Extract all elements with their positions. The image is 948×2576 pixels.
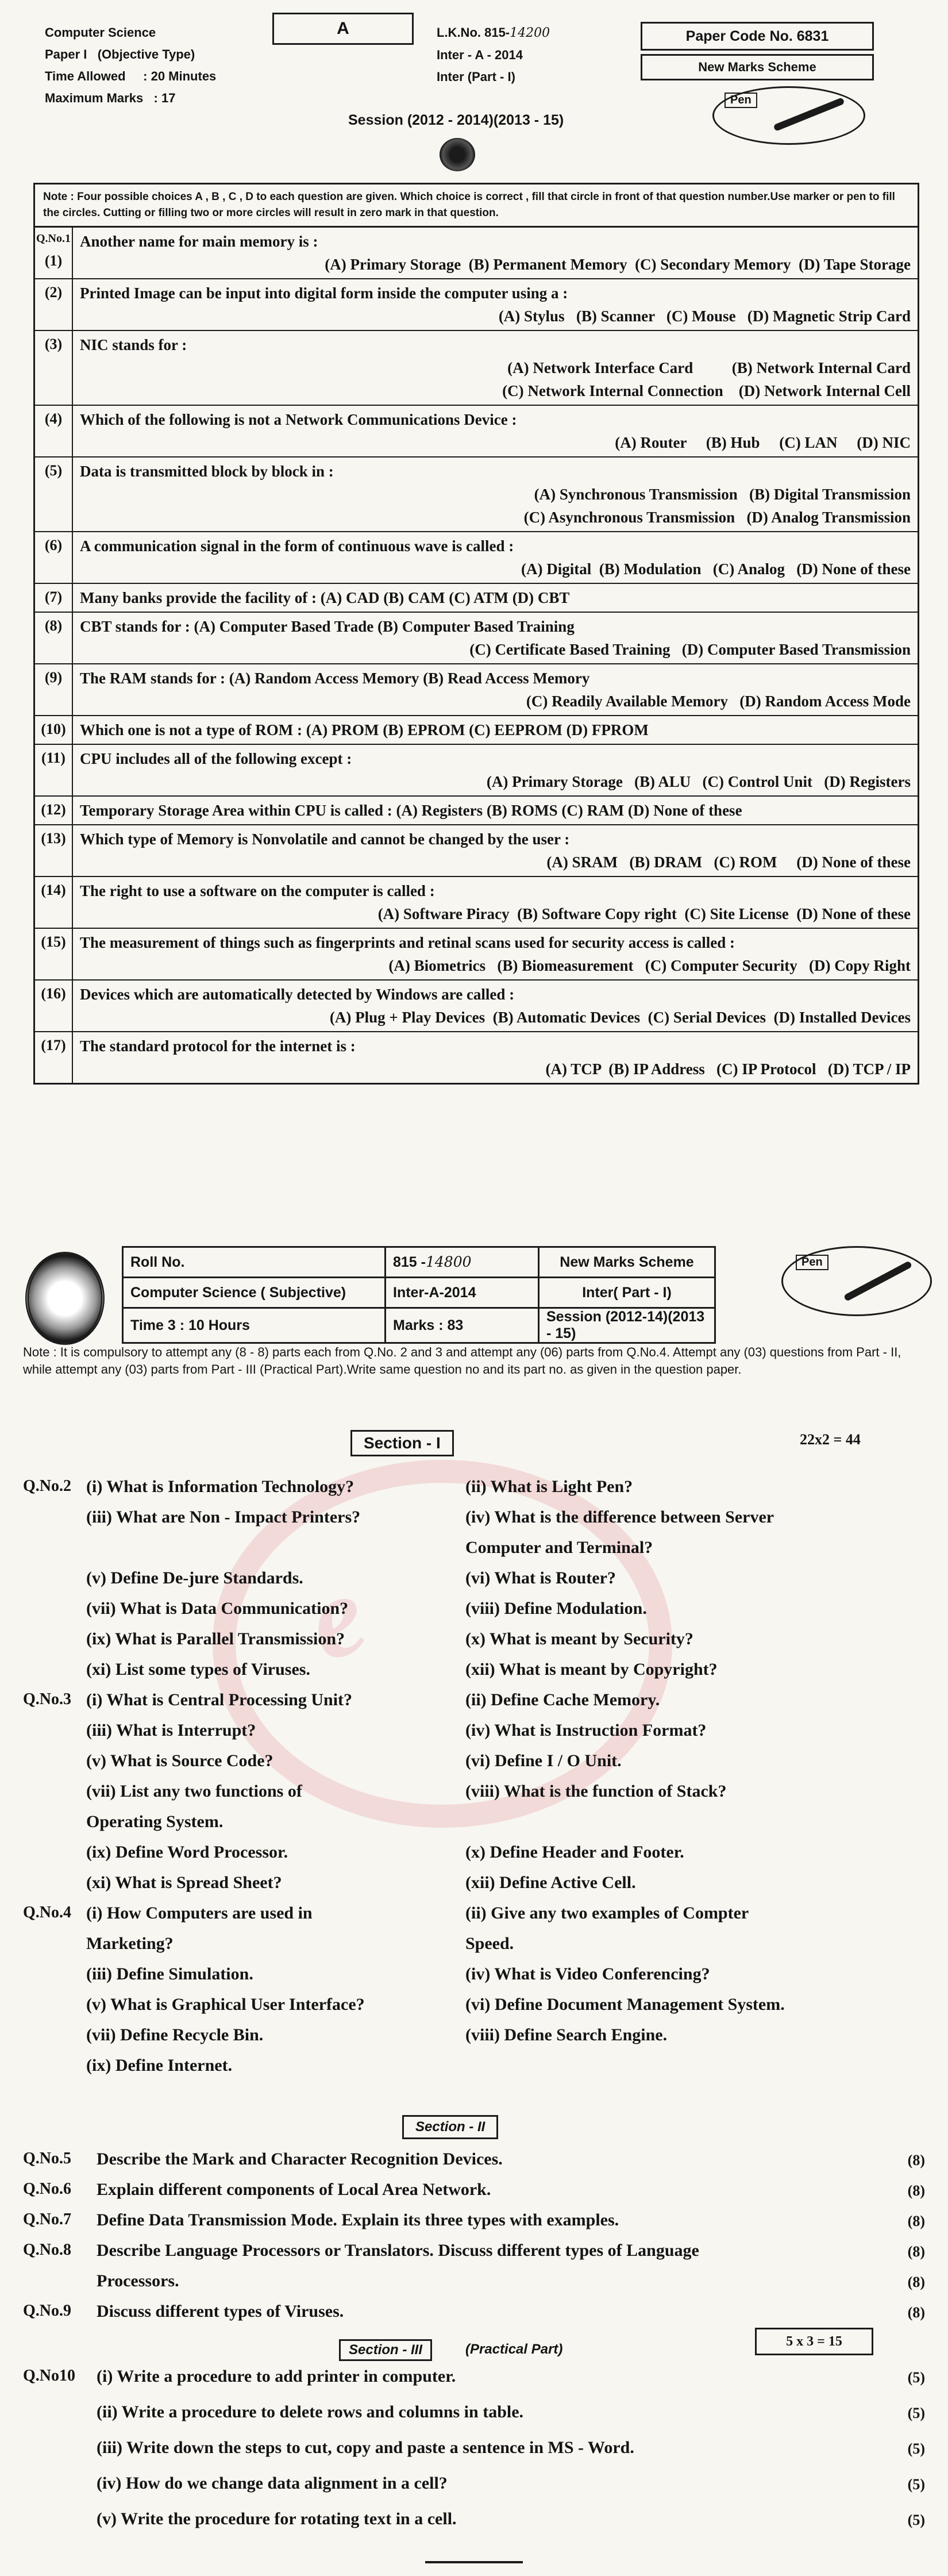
short-question: (i) What is Central Processing Unit? [86,1690,353,1709]
question-number: (16) [35,981,73,1031]
practical-question: (iii) Write down the steps to cut, copy and paste a sentence in MS - Word. [97,2438,634,2457]
question-stem: A communication signal in the form of continuous wave is called : [80,537,514,555]
short-question: (xii) What is meant by Copyright? [465,1660,718,1679]
subjective-note: Note : It is compulsory to attempt any (8 - 8) parts each from Q.No. 2 and 3 and attempt any (06) parts from Q.No.4. Attempt any (03) questions from Part - II, while attempt any (03) parts from Part - III (Practical Part).Write same question no and its part no. as given in the question paper. [23,1345,901,1377]
question-body [73,279,918,330]
question-stem: Which one is not a type of ROM : (A) PROM (B) EPROM (C) EEPROM (D) FPROM [80,721,649,739]
answer-options: (A) Synchronous Transmission (B) Digital Transmission [534,486,911,503]
short-question: (ii) What is Light Pen? [465,1477,633,1496]
question-number: (6) [35,532,73,583]
short-question: (v) Define De-jure Standards. [86,1568,303,1587]
question-number: (2) [35,279,73,330]
short-question: (i) What is Information Technology? [86,1477,354,1496]
lk-line [437,22,550,44]
answer-options: (A) Primary Storage (B) Permanent Memory (C) Secondary Memory (D) Tape Storage [325,256,911,273]
question-body [73,613,918,663]
paper: Paper I [45,47,87,61]
scheme-box [641,54,874,80]
roll-code: 815 - [393,1254,426,1270]
question-number: (8) [35,613,73,663]
short-question: (ii) Define Cache Memory. [465,1690,660,1709]
short-question: Marketing? [86,1934,174,1953]
question-number: (12) [35,797,73,824]
long-question: Explain different components of Local Area Network. [97,2180,491,2199]
section-3-marks-box [755,2328,873,2355]
roll-label: Roll No. [123,1247,386,1278]
short-question: (ix) Define Word Processor. [86,1843,288,1862]
pen-label: Pen [730,94,752,106]
question-stem: The standard protocol for the internet is : [80,1037,356,1055]
answer-options: (A) Network Interface Card (B) Network Internal Card [507,359,911,376]
question-marks: (5) [907,2512,925,2528]
question-number: (17) [35,1032,73,1083]
time-label: Time Allowed [45,69,126,83]
question-body [73,228,918,278]
answer-options: (A) Primary Storage (B) ALU (C) Control Unit (D) Registers [486,773,911,790]
objective-question-row [35,1032,918,1083]
short-question: (iii) Define Simulation. [86,1964,253,1983]
practical-question: (ii) Write a procedure to delete rows and columns in table. [97,2402,524,2421]
subjective-part: Inter( Part - I) [539,1278,715,1308]
subjective-pen-label: Pen [801,1256,823,1268]
short-question: (vii) What is Data Communication? [86,1599,349,1618]
objective-question-row [35,664,918,716]
version-box [272,13,414,45]
question-stem: CBT stands for : (A) Computer Based Trade (B) Computer Based Training [80,618,575,635]
question-number: Q.No.8 [23,2241,71,2259]
short-question: (iv) What is the difference between Server [465,1508,774,1527]
paper-code: Paper Code No. 6831 [685,28,829,44]
section-2-heading: Section - II [402,2115,498,2139]
question-number: (15) [35,929,73,979]
question-body [73,929,918,979]
question-number: Q.No.6 [23,2180,71,2198]
question-body [73,877,918,928]
question-body [73,1032,918,1083]
practical-question: (v) Write the procedure for rotating text in a cell. [97,2509,457,2528]
lk-no: L.K.No. 815- [437,25,510,40]
objective-question-row [35,877,918,929]
subjective-session: Session (2012-14)(2013 - 15) [539,1308,715,1343]
short-question: (iv) What is Video Conferencing? [465,1964,710,1983]
short-question: (v) What is Source Code? [86,1751,273,1770]
answer-options: (A) Router (B) Hub (C) LAN (D) NIC [615,434,911,451]
question-marks: (5) [907,2440,925,2457]
board-seal-icon [25,1252,105,1345]
question-body [73,716,918,744]
session: Session (2012 - 2014)(2013 - 15) [348,112,564,128]
answer-options: (A) Stylus (B) Scanner (C) Mouse (D) Magnetic Strip Card [498,307,911,325]
subjective-marks: Marks : 83 [386,1308,539,1343]
short-question: (xi) List some types of Viruses. [86,1660,310,1679]
objective-note: Note : Four possible choices A , B , C , D to each question are given. Which choice is correct , fill that circle in front of that question number.Use marker or pen to fill the circles. Cutting or filling two or more circles will result in zero mark in that question. [35,184,918,228]
subjective-scheme: New Marks Scheme [539,1247,715,1278]
answer-options: (C) Asynchronous Transmission (D) Analog Transmission [523,509,911,526]
question-number: (14) [35,877,73,928]
long-question: Define Data Transmission Mode. Explain its three types with examples. [97,2210,619,2229]
question-body [73,406,918,456]
question-body [73,981,918,1031]
objective-question-row [35,797,918,825]
short-question: Operating System. [86,1812,223,1831]
question-number: (7) [35,584,73,612]
question-marks: (8) [907,2213,925,2229]
paper-type: (Objective Type) [97,47,195,61]
short-question: (xii) Define Active Cell. [465,1873,636,1892]
question-stem: Which of the following is not a Network Communications Device : [80,411,517,428]
question-stem: The right to use a software on the computer is called : [80,882,435,899]
question-stem: Which type of Memory is Nonvolatile and cannot be changed by the user : [80,831,570,848]
objective-question-row [35,279,918,331]
version: A [337,19,349,38]
question-marks: (8) [907,2304,925,2321]
answer-options: (A) Digital (B) Modulation (C) Analog (D) None of these [521,560,911,578]
question-number: (13) [35,825,73,876]
short-question: (i) How Computers are used in [86,1904,313,1923]
objective-question-row [35,228,918,279]
section-1-heading: Section - I [350,1430,454,1456]
question-stem: The measurement of things such as fingerprints and retinal scans used for security access is called : [80,934,735,951]
question-stem: CPU includes all of the following except : [80,750,352,767]
pen-icon [773,97,845,132]
objective-header-left [45,22,216,109]
short-question: (viii) What is the function of Stack? [465,1782,727,1801]
long-question: Describe Language Processors or Translators. Discuss different types of Language [97,2241,699,2260]
question-number: Q.No.1 [36,232,71,245]
question-number: Q.No.3 [23,1690,71,1708]
question-number: Q.No.4 [23,1904,71,1921]
board-logo-icon [440,138,475,171]
short-question: (vi) Define I / O Unit. [465,1751,622,1770]
objective-header-center [437,22,550,88]
question-marks: (8) [907,2274,925,2290]
short-question: (vi) Define Document Management System. [465,1995,785,2014]
short-question: (ii) Give any two examples of Compter [465,1904,749,1923]
question-marks: (8) [907,2243,925,2260]
short-question: Computer and Terminal? [465,1538,653,1557]
short-question: (vi) What is Router? [465,1568,616,1587]
short-question: (x) What is meant by Security? [465,1629,693,1648]
question-stem: Devices which are automatically detected by Windows are called : [80,986,515,1003]
objective-question-row [35,331,918,406]
question-stem: Printed Image can be input into digital form inside the computer using a : [80,284,568,302]
marks-line [45,87,216,109]
short-question: (xi) What is Spread Sheet? [86,1873,282,1892]
short-question: (iv) What is Instruction Format? [465,1721,707,1740]
scheme: New Marks Scheme [698,60,816,74]
question-number: (9) [35,664,73,715]
question-number: Q.No.9 [23,2302,71,2320]
question-number: (5) [35,457,73,531]
question-body [73,825,918,876]
question-number: Q.No10 [23,2367,75,2385]
question-number: (10) [35,716,73,744]
short-question: (vii) Define Recycle Bin. [86,2025,264,2044]
question-marks: (5) [907,2476,925,2493]
question-stem: The RAM stands for : (A) Random Access Memory (B) Read Access Memory [80,670,590,687]
question-body [73,457,918,531]
answer-options: (A) Biometrics (B) Biomeasurement (C) Computer Security (D) Copy Right [388,957,911,974]
question-marks: (8) [907,2152,925,2169]
question-marks: (5) [907,2405,925,2421]
watermark-letter: e [290,1549,381,1686]
signature-scribble [425,2561,523,2563]
short-question: (iii) What is Interrupt? [86,1721,256,1740]
short-question: (viii) Define Search Engine. [465,2025,668,2044]
subjective-exam: Inter-A-2014 [386,1278,539,1308]
short-question: (x) Define Header and Footer. [465,1843,684,1862]
answer-options: (C) Certificate Based Training (D) Computer Based Transmission [469,641,911,658]
question-body [73,584,918,612]
question-number: Q.No.7 [23,2210,71,2228]
answer-options: (C) Readily Available Memory (D) Random Access Mode [526,693,911,710]
short-question: (v) What is Graphical User Interface? [86,1995,365,2014]
question-number: (3) [35,331,73,405]
section-3-sub: (Practical Part) [465,2342,563,2357]
answer-options: (A) SRAM (B) DRAM (C) ROM (D) None of these [546,853,911,871]
objective-question-row [35,745,918,797]
short-question: (vii) List any two functions of [86,1782,302,1801]
question-marks: (5) [907,2369,925,2386]
paper-line [45,44,216,66]
section-1-marks: 22x2 = 44 [800,1431,861,1448]
practical-question: (i) Write a procedure to add printer in computer. [97,2367,456,2386]
question-stem: Another name for main memory is : [80,233,318,250]
question-marks: (8) [907,2182,925,2199]
section-3-heading: Section - III [339,2339,432,2361]
objective-question-row [35,716,918,745]
part: Inter (Part - I) [437,70,515,84]
question-body [73,797,918,824]
answer-options: (A) Plug + Play Devices (B) Automatic Devices (C) Serial Devices (D) Installed Devices [329,1009,911,1026]
short-question: Speed. [465,1934,514,1953]
short-question: (iii) What are Non - Impact Printers? [86,1508,361,1527]
subjective-pen-oval [781,1246,932,1316]
question-stem: Data is transmitted block by block in : [80,463,334,480]
question-number: Q.No.5 [23,2150,71,2167]
objective-question-row [35,457,918,532]
objective-question-row [35,532,918,584]
objective-question-row [35,584,918,613]
roll-handwritten: 14800 [425,1254,472,1270]
objective-question-row [35,929,918,981]
subjective-pen-label-box [796,1255,828,1270]
marks-value: : 17 [153,91,176,105]
lk-handwritten: 14200 [510,26,550,40]
objective-questions-table [33,183,919,1085]
long-question: Discuss different types of Viruses. [97,2302,344,2321]
long-question: Processors. [97,2271,179,2290]
question-stem: NIC stands for : [80,336,187,353]
section-3-marks: 5 x 3 = 15 [786,2334,842,2349]
question-stem: Many banks provide the facility of : (A) CAD (B) CAM (C) ATM (D) CBT [80,589,570,606]
short-question: (ix) What is Parallel Transmission? [86,1629,345,1648]
question-body [73,745,918,795]
question-body [73,664,918,715]
answer-options: (A) Software Piracy (B) Software Copy right (C) Site License (D) None of these [377,905,911,922]
answer-options: (C) Network Internal Connection (D) Network Internal Cell [502,382,911,399]
paper-code-box [641,22,874,51]
roll-cell [386,1247,539,1278]
short-question: (ix) Define Internet. [86,2056,233,2075]
objective-question-row [35,825,918,877]
question-number: (4) [35,406,73,456]
question-number: (1) [44,252,63,269]
long-question: Describe the Mark and Character Recognition Devices. [97,2150,503,2169]
question-body [73,532,918,583]
subject: Computer Science [45,25,156,40]
marks-label: Maximum Marks [45,91,144,105]
pen-oval [712,86,865,145]
question-number [35,228,73,278]
objective-question-row [35,981,918,1032]
practical-question: (iv) How do we change data alignment in a cell? [97,2474,448,2493]
time-line [45,66,216,87]
question-stem: Temporary Storage Area within CPU is called : (A) Registers (B) ROMS (C) RAM (D) None of these [80,802,742,819]
pen-label-box [725,93,757,108]
question-number: (11) [35,745,73,795]
answer-options: (A) TCP (B) IP Address (C) IP Protocol (D) TCP / IP [545,1060,911,1078]
subjective-pen-icon [843,1260,912,1302]
subjective-header-table [122,1246,716,1344]
question-number: Q.No.2 [23,1477,71,1495]
objective-question-row [35,613,918,664]
question-body [73,331,918,405]
subjective-subject: Computer Science ( Subjective) [123,1278,386,1308]
time-value: : 20 Minutes [143,69,217,83]
short-question: (viii) Define Modulation. [465,1599,647,1618]
exam: Inter - A - 2014 [437,48,523,62]
subjective-time: Time 3 : 10 Hours [123,1308,386,1343]
objective-question-row [35,406,918,457]
